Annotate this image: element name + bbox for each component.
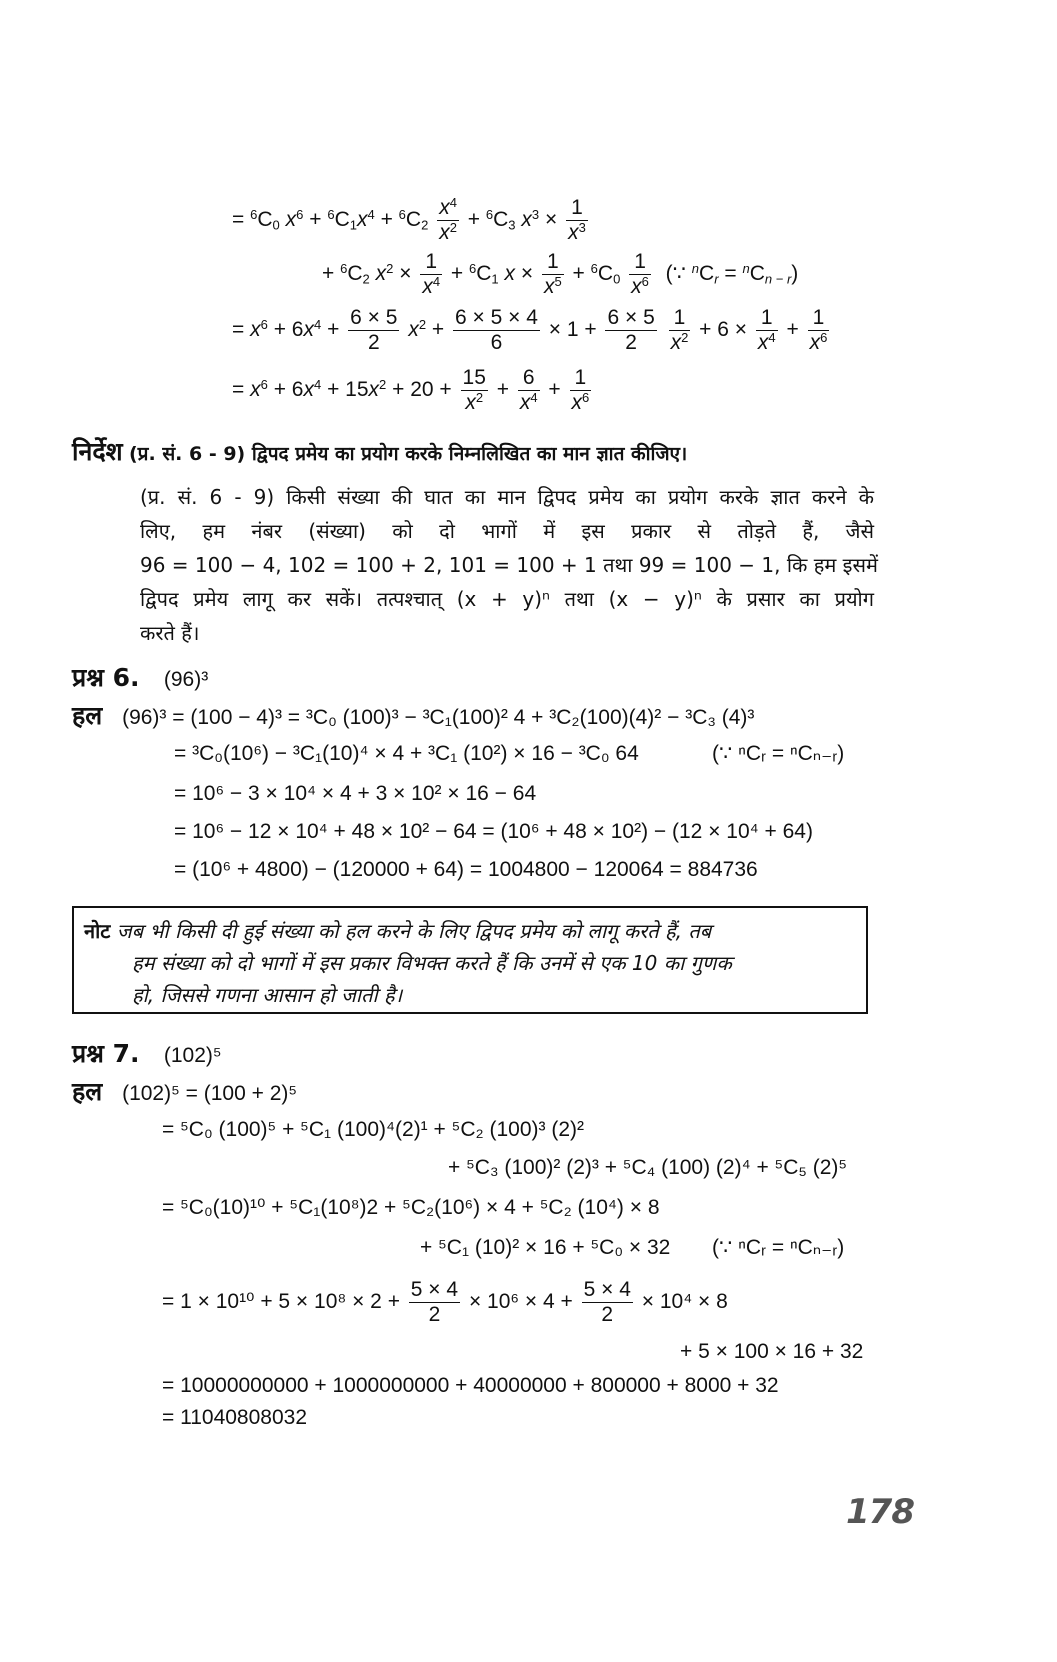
q7-fraction bbox=[409, 1278, 460, 1327]
q6-solution-line-5 bbox=[174, 856, 758, 884]
note-line: हो, जिससे गणना आसान हो जाती है। bbox=[132, 983, 403, 1007]
question-7 bbox=[72, 1040, 222, 1070]
q6-solution-label: हल bbox=[72, 702, 103, 730]
explanation-line: 96 = 100 − 4, 102 = 100 + 2, 101 = 100 + 1 तथा 99 = 100 − 1, कि हम इसमें bbox=[140, 553, 878, 577]
fraction-numerator: 5 × 4 bbox=[583, 1278, 631, 1301]
question-7-label: प्रश्न 7. bbox=[72, 1039, 140, 1068]
q7-step: = 11040808032 bbox=[162, 1406, 308, 1429]
q6-step: = 10⁶ − 3 × 10⁴ × 4 + 3 × 10² × 16 − 64 bbox=[174, 782, 537, 805]
explanation-paragraph bbox=[140, 480, 878, 650]
explanation-line: लिए, हम नंबर (संख्या) को दो भागों में इस प्रकार से तोड़ते हैं, जैसे bbox=[140, 519, 874, 543]
q6-step: = ³C₀(10⁶) − ³C₁(10)⁴ × 4 + ³C₁ (10²) × 16 − ³C₀ 64 bbox=[174, 742, 639, 765]
q6-solution-line-3 bbox=[174, 780, 536, 808]
q7-step: × 10⁴ × 8 bbox=[641, 1290, 728, 1314]
q7-step: = 1 × 10¹⁰ + 5 × 10⁸ × 2 + bbox=[162, 1290, 400, 1314]
explanation-line: करते हैं। bbox=[140, 621, 200, 645]
explanation-line: द्विपद प्रमेय लागू कर सकें। तत्पश्चात् (x + y)ⁿ तथा (x − y)ⁿ के प्रसार का प्रयोग bbox=[140, 587, 874, 611]
q7-solution-line-1 bbox=[72, 1078, 297, 1108]
q7-step: = ⁵C₀(10)¹⁰ + ⁵C₁(10⁸)2 + ⁵C₂(10⁶) × 4 + ⁵C₂ (10⁴) × 8 bbox=[162, 1196, 660, 1219]
directive bbox=[72, 438, 687, 468]
question-6-expr: (96)³ bbox=[163, 668, 209, 691]
q7-fraction bbox=[582, 1278, 633, 1327]
q7-step: (102)⁵ = (100 + 2)⁵ bbox=[122, 1082, 298, 1105]
note-line: जब भी किसी दी हुई संख्या को हल करने के लिए द्विपद प्रमेय को लागू करते हैं, तब bbox=[116, 919, 712, 943]
fraction-denominator: 2 bbox=[601, 1303, 614, 1326]
q6-solution-line-2 bbox=[174, 740, 639, 768]
note-box bbox=[72, 906, 868, 1014]
page-number: 178 bbox=[846, 1492, 914, 1532]
q7-reason: (∵ ⁿCᵣ = ⁿCₙ₋ᵣ) bbox=[712, 1236, 845, 1259]
directive-text: (प्र. सं. 6 - 9) द्विपद प्रमेय का प्रयोग करके निम्नलिखित का मान ज्ञात कीजिए। bbox=[129, 443, 688, 465]
q7-solution-label: हल bbox=[72, 1078, 103, 1106]
q7-step: = ⁵C₀ (100)⁵ + ⁵C₁ (100)⁴(2)¹ + ⁵C₂ (100)³ (2)² bbox=[162, 1118, 584, 1141]
fraction-denominator: 2 bbox=[428, 1303, 441, 1326]
q7-step: + ⁵C₃ (100)² (2)³ + ⁵C₄ (100) (2)⁴ + ⁵C₅ (2)⁵ bbox=[448, 1156, 848, 1179]
q6-solution-line-4 bbox=[174, 818, 813, 846]
q6-reason: (∵ ⁿCᵣ = ⁿCₙ₋ᵣ) bbox=[712, 742, 845, 765]
expansion-line-2: + $^6C_2$ $x^2$ × $\frac{1}{x^4}$ + $^6C_1$ x × $\frac{1}{x^5}$ + $^6C_0$ $\frac{1}{x^6}$ (∵ $^nC_r = ^nC_{n - r}$) bbox=[322, 250, 799, 298]
expansion-line-3: = $x^6 + 6x^4$ + $\frac{6 \times 5}{2}$ $x^2$ + $\frac{6 \times 5 \times 4}{6}$ × 1 + $\frac{6 \times 5}{2}$ $\frac{1}{x^2}$ + 6 × $\frac{1}{x^4}$ + $\frac{1}{x^6}$ bbox=[232, 306, 828, 354]
q6-step: = (10⁶ + 4800) − (120000 + 64) = 1004800 − 120064 = 884736 bbox=[174, 858, 758, 881]
q7-solution-line-5 bbox=[420, 1234, 670, 1262]
q6-step: = 10⁶ − 12 × 10⁴ + 48 × 10² − 64 = (10⁶ + 48 × 10²) − (12 × 10⁴ + 64) bbox=[174, 820, 813, 843]
note-label: नोट bbox=[84, 919, 111, 943]
question-6 bbox=[72, 664, 208, 694]
q7-solution-line-2 bbox=[162, 1116, 584, 1144]
q7-solution-line-6 bbox=[162, 1278, 728, 1327]
q7-step: + ⁵C₁ (10)² × 16 + ⁵C₀ × 32 bbox=[420, 1236, 671, 1259]
q7-step: × 10⁶ × 4 + bbox=[468, 1290, 573, 1314]
q7-solution-line-9 bbox=[162, 1404, 307, 1432]
expansion-line-1: = $^6C_0$ $x^6 + ^6C_1x^4 + ^6C_2$ $\frac{x^4}{x^2}$ + $^6C_3$ $x^3$ × $\frac{1}{x^3}$ bbox=[232, 194, 586, 244]
explanation-line: (प्र. सं. 6 - 9) किसी संख्या की घात का मान द्विपद प्रमेय का प्रयोग करके ज्ञात करने के bbox=[140, 485, 874, 509]
q6-solution-line-1 bbox=[72, 702, 754, 732]
q6-step: (96)³ = (100 − 4)³ = ³C₀ (100)³ − ³C₁(100)² 4 + ³C₂(100)(4)² − ³C₃ (4)³ bbox=[122, 706, 755, 729]
q7-solution-line-3 bbox=[448, 1154, 847, 1182]
q7-step: + 5 × 100 × 16 + 32 bbox=[680, 1340, 864, 1363]
q7-step: = 10000000000 + 1000000000 + 40000000 + 800000 + 8000 + 32 bbox=[162, 1374, 779, 1397]
fraction-numerator: 5 × 4 bbox=[410, 1278, 459, 1301]
note-line: हम संख्या को दो भागों में इस प्रकार विभक्त करते हैं कि उनमें से एक 10 का गुणक bbox=[132, 951, 732, 975]
directive-label: निर्देश bbox=[72, 437, 123, 466]
q7-solution-line-4 bbox=[162, 1194, 660, 1222]
question-6-label: प्रश्न 6. bbox=[72, 663, 140, 692]
question-7-expr: (102)⁵ bbox=[163, 1044, 222, 1067]
q7-solution-line-7 bbox=[680, 1338, 863, 1366]
q7-solution-line-8 bbox=[162, 1372, 779, 1400]
expansion-line-4: = $x^6 + 6x^4 + 15x^2 + 20$ + $\frac{15}{x^2}$ + $\frac{6}{x^4}$ + $\frac{1}{x^6}$ bbox=[232, 366, 590, 414]
